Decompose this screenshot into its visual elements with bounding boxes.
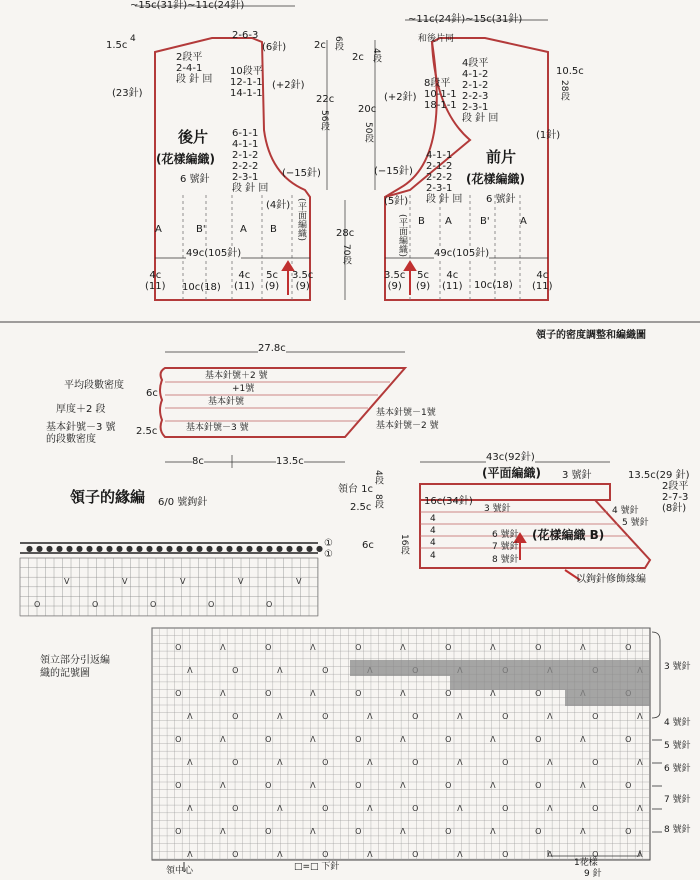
svg-text:Λ: Λ [490,827,496,836]
center-low: 28c [336,228,355,239]
collar-row-needle-2: 8 號針 [492,555,519,565]
svg-text:Λ: Λ [490,643,496,652]
front-flat-pattern: (平面編織) [397,214,407,258]
svg-text:Λ: Λ [277,850,283,859]
svg-text:O: O [232,666,239,675]
chart-repeat-st: 9 針 [584,869,602,879]
svg-text:●: ● [116,544,123,553]
back-lower-row-1: 4-1-1 [232,139,259,150]
svg-text:Λ: Λ [490,735,496,744]
svg-text:●: ● [86,544,93,553]
back-neck-side: (23針) [112,88,143,99]
svg-text:O: O [322,666,329,675]
svg-text:Λ: Λ [187,850,193,859]
edge-marker-1: ① [324,549,333,560]
svg-text:●: ● [236,544,243,553]
svg-text:Λ: Λ [187,758,193,767]
svg-text:Λ: Λ [400,827,406,836]
svg-text:O: O [92,600,99,609]
svg-text:O: O [175,643,182,652]
svg-text:O: O [445,643,452,652]
svg-text:O: O [265,643,272,652]
center-top-right-rows: 4段 [371,48,381,63]
back-neck-top: 2-6-3 [232,30,259,41]
front-neck-row-0: 4段平 [462,58,489,69]
svg-text:Λ: Λ [187,712,193,721]
svg-text:O: O [445,827,452,836]
svg-text:O: O [445,781,452,790]
collar-num-0: 4 [430,514,436,524]
front-arm-row-2: 18-1-1 [424,100,457,111]
chart-title-line-1: 織的記號圖 [40,668,90,679]
collar-num-1: 4 [430,526,436,536]
back-col-1: B' [196,224,206,235]
chart-right-4: 7 號針 [664,795,691,805]
svg-text:Λ: Λ [367,850,373,859]
svg-text:O: O [232,804,239,813]
svg-text:O: O [355,781,362,790]
svg-text:O: O [150,600,157,609]
svg-text:O: O [232,758,239,767]
svg-text:O: O [625,781,632,790]
svg-text:Λ: Λ [580,781,586,790]
front-neck-row-5: 段 針 回 [462,113,499,124]
center-top-left: 2c [314,40,326,51]
front-neck-row-4: 2-3-1 [462,102,489,113]
front-top-dims: ~11c(24針)~15c(31針) [408,14,523,25]
collar-right-top-1: 2段平 [662,481,689,492]
svg-text:●: ● [286,544,293,553]
svg-text:O: O [535,689,542,698]
collar-piece-top-width: 43c(92針) [486,452,535,463]
back-subtitle: (花樣編織) [156,152,215,166]
svg-text:Λ: Λ [220,689,226,698]
svg-text:Λ: Λ [310,735,316,744]
back-arm-rows [230,66,263,99]
svg-text:O: O [208,600,215,609]
svg-text:O: O [265,827,272,836]
center-top-left-rows: 6段 [333,36,343,51]
collar-row-0: 基本針號＋2 號 [205,371,268,381]
svg-text:Λ: Λ [367,804,373,813]
back-needle: 6 號針 [180,174,210,185]
front-width: 49c(105針) [434,248,490,259]
svg-text:Λ: Λ [310,827,316,836]
svg-text:V: V [64,577,70,586]
svg-text:O: O [322,758,329,767]
collar-edge-title: 領子的緣編 [70,488,146,506]
front-bottom-1: 5c (9) [416,270,431,292]
svg-text:O: O [535,735,542,744]
svg-text:Λ: Λ [490,689,496,698]
svg-text:O: O [502,804,509,813]
svg-text:Λ: Λ [580,827,586,836]
svg-text:Λ: Λ [277,666,283,675]
back-neck-row-2: 段 針 回 [176,74,213,85]
svg-text:●: ● [256,544,263,553]
collar-right-0: 基本針號－1號 [376,408,436,418]
back-bottom-0: 4c (11) [145,270,166,292]
svg-text:●: ● [126,544,133,553]
svg-text:O: O [592,850,599,859]
chart-right-5: 8 號針 [664,825,691,835]
front-neck-row-1: 4-1-2 [462,69,489,80]
svg-text:Λ: Λ [220,827,226,836]
front-side-dec: (−15針) [374,166,413,177]
svg-text:●: ● [36,544,43,553]
back-arm-row-0: 10段平 [230,66,263,77]
svg-text:O: O [502,850,509,859]
svg-text:V: V [180,577,186,586]
svg-text:O: O [265,781,272,790]
back-side-dec: (−15針) [282,168,321,179]
back-bottom-3: 5c (9) [265,270,280,292]
svg-text:O: O [175,735,182,744]
collar-left-2: 基本針號－3 號 [46,422,116,433]
back-col-2: A [240,224,247,235]
collar-row-3: 基本針號－3 號 [186,423,249,433]
collar-height: 6c [362,540,374,551]
collar-band2: 2.5c [350,502,372,513]
back-col-0: A [155,224,162,235]
collar-band-rows: 4段 [373,470,383,485]
svg-text:Λ: Λ [457,804,463,813]
svg-text:O: O [412,850,419,859]
svg-text:Λ: Λ [400,689,406,698]
collar-row-2: 基本針號 [208,397,245,407]
back-arm-row-1: 12-1-1 [230,77,263,88]
svg-text:Λ: Λ [310,689,316,698]
svg-text:Λ: Λ [580,735,586,744]
center-mid-left: 22c [316,94,335,105]
front-col-0: B [418,216,425,227]
collar-bottom-left: 8c [192,456,204,467]
front-bottom-3: 10c(18) [474,280,513,291]
collar-right-1: 基本針號－2 號 [376,421,439,431]
svg-text:●: ● [276,544,283,553]
front-col-1: A [445,216,452,227]
svg-text:Λ: Λ [637,712,643,721]
front-arm-stitches: (5針) [384,196,409,207]
chart-repeat-label: 1花樣 [574,858,598,868]
front-lower-row-4: 段 針 回 [426,194,463,205]
svg-text:Λ: Λ [547,850,553,859]
collar-band2-rows: 8段 [373,494,383,509]
svg-text:●: ● [296,544,303,553]
collar-right-top-3: (8針) [662,503,687,514]
collar-piece-needle1: 3 號針 [562,470,592,481]
front-neck-row-3: 2-2-3 [462,91,489,102]
svg-text:O: O [412,804,419,813]
front-lower-row-0: 4-1-1 [426,150,453,161]
svg-text:O: O [322,804,329,813]
svg-text:O: O [232,712,239,721]
svg-text:Λ: Λ [277,758,283,767]
front-bottom-2: 4c (11) [442,270,463,292]
svg-text:O: O [322,712,329,721]
front-bottom-0: 3.5c (9) [384,270,406,292]
svg-text:O: O [625,643,632,652]
back-neck-row-1: 2-4-1 [176,63,203,74]
collar-row-needle-0: 6 號針 [492,530,519,540]
collar-height-rows: 16段 [399,534,409,555]
svg-text:O: O [175,689,182,698]
svg-text:Λ: Λ [187,804,193,813]
svg-text:O: O [502,712,509,721]
collar-left-1: 厚度＋2 段 [56,404,106,415]
svg-text:O: O [502,758,509,767]
front-arm-side-rows: 28段 [559,80,569,101]
collar-row-needle-1: 7 號針 [492,542,519,552]
collar-piece-title2: (花樣編織 B) [532,528,605,542]
back-shoulder-rows: 4 [130,34,136,44]
svg-text:O: O [355,643,362,652]
svg-text:O: O [355,827,362,836]
svg-text:●: ● [206,544,213,553]
svg-text:O: O [535,827,542,836]
center-mid-right-rows: 50段 [363,122,373,143]
svg-text:O: O [175,781,182,790]
svg-text:Λ: Λ [490,781,496,790]
front-lower-row-1: 2-1-2 [426,161,453,172]
back-neck-row-0: 2段平 [176,52,203,63]
svg-text:O: O [625,735,632,744]
collar-right-needle-0: 4 號針 [612,506,639,516]
svg-text:O: O [625,827,632,836]
collar-density-top-width: 27.8c [258,343,286,354]
back-lower-row-0: 6-1-1 [232,128,259,139]
svg-text:●: ● [216,544,223,553]
collar-needle-row1: 3 號針 [484,504,511,514]
collar-left-3: 的段數密度 [46,434,96,445]
svg-text:●: ● [26,544,33,553]
svg-text:Λ: Λ [637,804,643,813]
svg-text:Λ: Λ [367,712,373,721]
front-lower-rows [426,150,462,205]
svg-text:●: ● [176,544,183,553]
svg-text:●: ● [76,544,83,553]
svg-text:●: ● [226,544,233,553]
svg-text:O: O [592,712,599,721]
svg-text:Λ: Λ [547,804,553,813]
front-bottom-4: 4c (11) [532,270,553,292]
svg-text:O: O [34,600,41,609]
svg-text:O: O [175,827,182,836]
collar-num-2: 4 [430,538,436,548]
front-needle: 6 號針 [486,194,516,205]
svg-text:Λ: Λ [277,712,283,721]
front-neck-row-2: 2-1-2 [462,80,489,91]
svg-text:O: O [445,735,452,744]
svg-text:Λ: Λ [637,758,643,767]
back-bottom-1: 10c(18) [182,282,221,293]
front-arm-st: (1針) [536,130,561,141]
front-title: 前片 [486,148,517,166]
back-lower-row-2: 2-1-2 [232,150,259,161]
svg-text:Λ: Λ [400,643,406,652]
front-col-2: B' [480,216,490,227]
back-lower-row-3: 2-2-2 [232,161,259,172]
back-flat-pattern: (平面編織) [296,198,306,242]
front-lower-row-2: 2-2-2 [426,172,453,183]
collar-right-top-2: 2-7-3 [662,492,689,503]
svg-text:O: O [412,758,419,767]
svg-text:Λ: Λ [277,804,283,813]
svg-text:Λ: Λ [400,735,406,744]
back-bottom-4: 3.5c (9) [292,270,314,292]
front-lower-row-3: 2-3-1 [426,183,453,194]
back-lower-row-4: 2-3-1 [232,172,259,183]
front-subtitle: (花樣編織) [466,172,525,186]
back-top-dims: ~15c(31針)~11c(24針) [130,0,245,11]
svg-text:O: O [445,689,452,698]
svg-text:●: ● [196,544,203,553]
svg-text:Λ: Λ [400,781,406,790]
svg-text:O: O [412,712,419,721]
chart-right-1: 4 號針 [664,718,691,728]
svg-text:●: ● [306,544,313,553]
center-top-right: 2c [352,52,364,63]
section2-title: 領子的密度調整和編織圖 [536,330,646,341]
svg-text:O: O [265,689,272,698]
back-title: 後片 [178,128,209,146]
svg-text:●: ● [56,544,63,553]
back-neck-stitches: (6針) [262,42,287,53]
center-mid-left-rows: 56段 [319,110,329,131]
svg-text:V: V [122,577,128,586]
collar-edge-note: 以鉤針修飾緣編 [576,574,646,585]
collar-bottom-right: 13.5c [276,456,304,467]
svg-text:●: ● [186,544,193,553]
svg-text:O: O [592,758,599,767]
svg-text:O: O [232,850,239,859]
front-arm-row-1: 10-1-1 [424,89,457,100]
center-low-rows: 70段 [341,244,351,265]
front-arm-row-0: 8段平 [424,78,451,89]
svg-text:Λ: Λ [310,643,316,652]
back-col-3: B [270,224,277,235]
back-lower-row-5: 段 針 回 [232,183,269,194]
svg-text:Λ: Λ [457,850,463,859]
back-shoulder-edge: 1.5c [106,40,128,51]
svg-text:●: ● [66,544,73,553]
back-neck-rows [176,52,212,85]
svg-text:●: ● [166,544,173,553]
svg-text:●: ● [96,544,103,553]
back-arm-stitches: (4針) [266,200,291,211]
svg-text:Λ: Λ [580,643,586,652]
collar-band-label: 領台 1c [338,484,374,495]
svg-text:●: ● [246,544,253,553]
back-arm-inc: (+2針) [272,80,305,91]
front-arm-side: 10.5c [556,66,584,77]
chart-right-3: 6 號針 [664,764,691,774]
svg-text:●: ● [146,544,153,553]
svg-text:●: ● [316,544,323,553]
svg-text:V: V [238,577,244,586]
chart-title [40,654,110,680]
svg-text:O: O [535,643,542,652]
chart-right-2: 5 號針 [664,741,691,751]
svg-text:O: O [322,850,329,859]
center-mid-right: 20c [358,104,377,115]
back-arm-row-2: 14-1-1 [230,88,263,99]
svg-text:O: O [355,735,362,744]
front-neck-rows [462,58,498,124]
svg-text:V: V [296,577,302,586]
svg-text:Λ: Λ [220,643,226,652]
collar-row-1: +1號 [232,384,255,394]
svg-text:O: O [266,600,273,609]
collar-right-top-0: 13.5c(29 針) [628,470,690,481]
svg-text:●: ● [266,544,273,553]
front-col-3: A [520,216,527,227]
back-bottom-2: 4c (11) [234,270,255,292]
chart-right-0: 3 號針 [664,662,691,672]
svg-text:Λ: Λ [457,712,463,721]
front-arm-rows [424,78,457,111]
chart-bottom-left: 領中心 [166,866,194,876]
svg-text:Λ: Λ [457,758,463,767]
collar-right-needle-1: 5 號針 [622,518,649,528]
back-width: 49c(105針) [186,248,242,259]
short-row-shading [350,660,650,706]
svg-text:●: ● [106,544,113,553]
collar-height-low: 2.5c [136,426,158,437]
collar-num-3: 4 [430,551,436,561]
edge-marker-0: ① [324,538,333,549]
collar-height-top: 6c [146,388,158,399]
front-join-note: 和後片同 [418,34,455,44]
svg-text:O: O [355,689,362,698]
svg-text:Λ: Λ [547,712,553,721]
collar-edge-needle: 6/0 號鉤針 [158,497,208,508]
back-arm-lower-rows [232,128,268,194]
svg-text:●: ● [46,544,53,553]
svg-text:Λ: Λ [310,781,316,790]
front-inc-left: (+2針) [384,92,417,103]
chart-legend: □=□ 下針 [294,862,340,872]
svg-text:●: ● [136,544,143,553]
svg-text:●: ● [156,544,163,553]
svg-text:Λ: Λ [547,758,553,767]
collar-left-0: 平均段數密度 [64,380,124,391]
svg-text:Λ: Λ [220,781,226,790]
svg-text:O: O [265,735,272,744]
svg-text:Λ: Λ [220,735,226,744]
collar-left-inner: 16c(34針) [424,496,473,507]
svg-text:Λ: Λ [637,850,643,859]
svg-text:Λ: Λ [367,758,373,767]
chart-title-line-0: 領立部分引返編 [40,655,110,666]
svg-text:O: O [535,781,542,790]
collar-piece-title1: (平面編織) [482,466,541,480]
svg-text:O: O [592,804,599,813]
svg-text:Λ: Λ [187,666,193,675]
